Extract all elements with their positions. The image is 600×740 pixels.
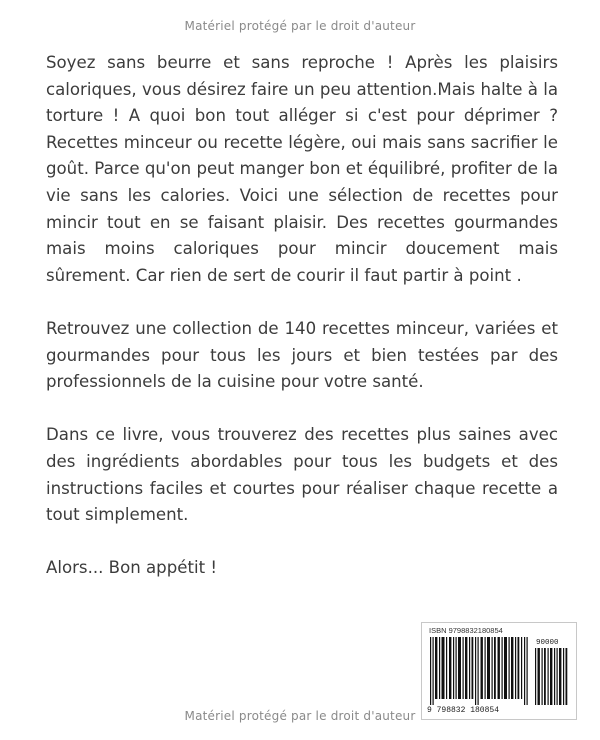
ean-digits: 9 798832 180854 bbox=[427, 706, 500, 715]
isbn-label: ISBN 9798832180854 bbox=[429, 626, 503, 635]
barcode-bars bbox=[428, 637, 530, 705]
isbn-barcode bbox=[421, 622, 577, 720]
copyright-watermark-top: Matériel protégé par le droit d'auteur bbox=[184, 19, 416, 33]
copyright-watermark-bottom: Matériel protégé par le droit d'auteur bbox=[184, 709, 416, 723]
paragraph-intro: Soyez sans beurre et sans reproche ! Après les plaisirs caloriques, vous désirez faire un peu attention.Mais halte à la torture ! A quoi bon tout alléger si c'est pour déprimer ? Recettes minceur ou recette légère, oui mais sans sacrifier le goût. Parce qu'on peut manger bon et équilibré, profiter de la vie sans les calories. Voici une sélection de recettes pour mincir tout en se faisant plaisir. Des recettes gourmandes mais moins caloriques pour mincir doucement mais sûrement. Car rien de sert de courir il faut partir à point . bbox=[46, 53, 558, 285]
paragraph-collection: Retrouvez une collection de 140 recettes minceur, variées et gourmandes pour tous les jours et bien testées par des professionnels de la cuisine pour votre santé. bbox=[46, 318, 558, 392]
paragraph-closing: Alors... Bon appétit ! bbox=[46, 558, 218, 578]
price-addon-number: 90000 bbox=[536, 639, 559, 647]
back-cover-description bbox=[46, 50, 558, 608]
paragraph-book-content: Dans ce livre, vous trouverez des recettes plus saines avec des ingrédients abordables pour tous les budgets et des instructions faciles et courtes pour réaliser chaque recette a tout simplement. bbox=[46, 425, 558, 525]
addon-barcode-bars bbox=[534, 648, 570, 705]
